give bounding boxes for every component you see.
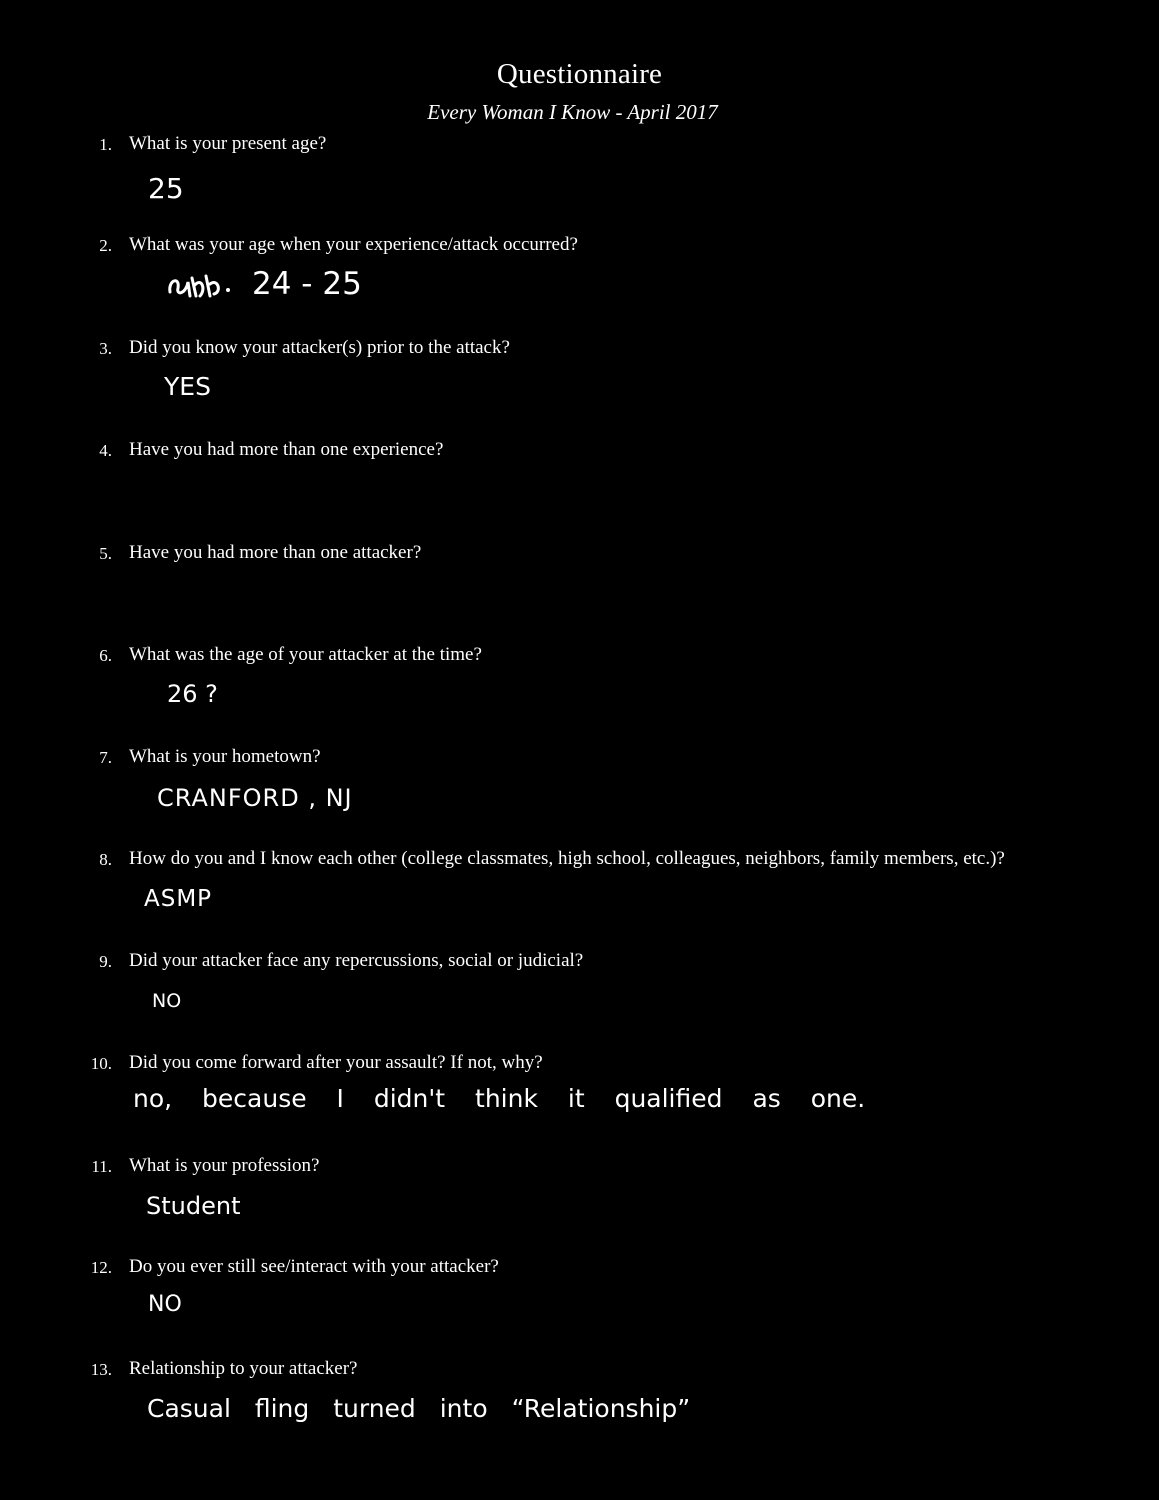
- question-number: 13.: [90, 1360, 112, 1379]
- handwritten-answer-1: 25: [148, 172, 184, 205]
- question-number: 12.: [90, 1258, 112, 1277]
- question-text: What was your age when your experience/attack occurred?: [129, 234, 578, 255]
- question-number: 4.: [99, 441, 112, 460]
- page-title: Questionnaire: [496, 58, 663, 90]
- question-number: 8.: [99, 850, 112, 869]
- handwritten-answer-13: Casual fling turned into “Relationship”: [147, 1394, 691, 1423]
- question-text: What is your hometown?: [129, 746, 321, 767]
- question-number: 2.: [99, 236, 112, 255]
- handwritten-answer-9: NO: [152, 990, 182, 1012]
- question-number: 11.: [91, 1157, 112, 1176]
- question-text: Relationship to your attacker?: [129, 1358, 358, 1379]
- question-text: Have you had more than one attacker?: [129, 542, 422, 563]
- question-number: 6.: [99, 646, 112, 665]
- question-text: How do you and I know each other (college classmates, high school, colleagues, neighbors, family members, etc.)?: [129, 848, 1005, 869]
- question-number: 7.: [99, 748, 112, 767]
- question-text: Have you had more than one experience?: [129, 439, 444, 460]
- page-subtitle: Every Woman I Know - April 2017: [427, 100, 718, 124]
- question-4: [0, 439, 1120, 529]
- question-text: What is your present age?: [129, 133, 327, 154]
- handwritten-answer-8: ASMP: [144, 886, 213, 912]
- question-text: Did you know your attacker(s) prior to the attack?: [129, 337, 510, 358]
- handwritten-answer-12: NO: [148, 1292, 182, 1317]
- question-number: 10.: [90, 1054, 112, 1073]
- handwritten-answer-6: 26 ?: [167, 680, 218, 708]
- question-number: 3.: [99, 339, 112, 358]
- scribble-mark: [166, 270, 236, 300]
- question-text: Did you come forward after your assault? If not, why?: [129, 1052, 543, 1073]
- question-text: Did your attacker face any repercussions, social or judicial?: [129, 950, 584, 971]
- question-number: 1.: [99, 135, 112, 154]
- handwritten-answer-2: 24 - 25: [252, 266, 362, 302]
- handwritten-answer-3: YES: [164, 372, 211, 401]
- question-text: Do you ever still see/interact with your attacker?: [129, 1256, 499, 1277]
- question-text: What was the age of your attacker at the time?: [129, 644, 482, 665]
- question-text: What is your profession?: [129, 1155, 320, 1176]
- handwritten-answer-10: no, because I didn't think it qualified as one.: [133, 1084, 866, 1113]
- question-5: [0, 542, 1120, 632]
- handwritten-answer-7: CRANFORD , NJ: [157, 784, 353, 812]
- question-number: 9.: [99, 952, 112, 971]
- question-number: 5.: [99, 544, 112, 563]
- handwritten-answer-11: Student: [146, 1192, 241, 1220]
